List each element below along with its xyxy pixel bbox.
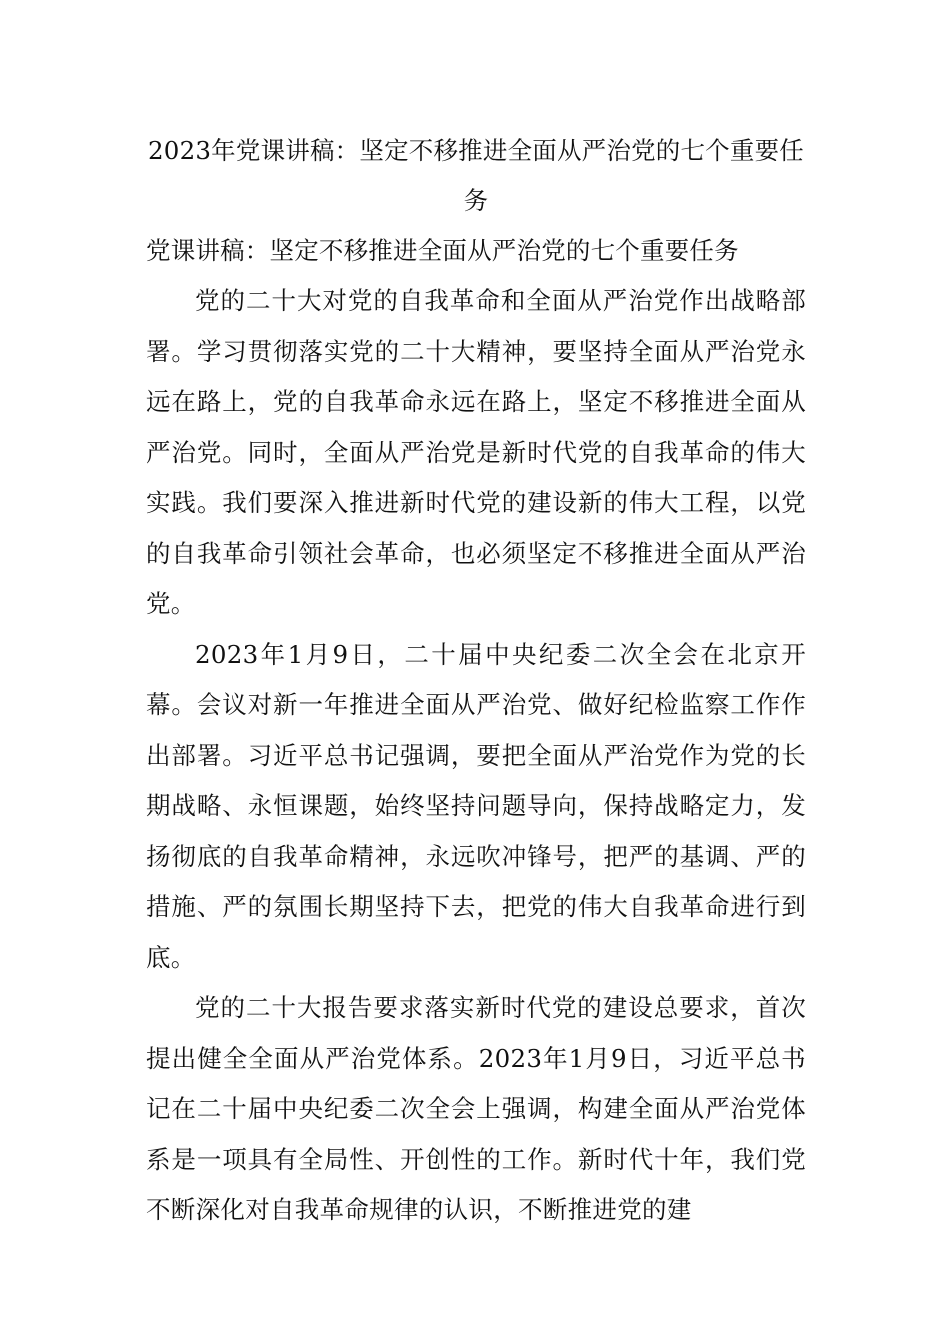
document-subtitle: 党课讲稿：坚定不移推进全面从严治党的七个重要任务 — [146, 236, 739, 265]
paragraph-3: 党的二十大报告要求落实新时代党的建设总要求，首次提出健全全面从严治党体系。2023年1月9日，习近平总书记在二十届中央纪委二次全会上强调，构建全面从严治党体系是一项具有全局性、开创性的工作。新时代十年，我们党不断深化对自我革命规律的认识，不断推进党的建 — [146, 993, 806, 1224]
paragraph-2: 2023年1月9日，二十届中央纪委二次全会在北京开幕。会议对新一年推进全面从严治党、做好纪检监察工作作出部署。习近平总书记强调，要把全面从严治党作为党的长期战略、永恒课题，始终坚持问题导向，保持战略定力，发扬彻底的自我革命精神，永远吹冲锋号，把严的基调、严的措施、严的氛围长期坚持下去，把党的伟大自我革命进行到底。 — [146, 639, 806, 972]
document-body — [146, 126, 806, 1236]
paragraph-1: 党的二十大对党的自我革命和全面从严治党作出战略部署。学习贯彻落实党的二十大精神，要坚持全面从严治党永远在路上，党的自我革命永远在路上，坚定不移推进全面从严治党。同时，全面从严治党是新时代党的自我革命的伟大实践。我们要深入推进新时代党的建设新的伟大工程，以党的自我革命引领社会革命，也必须坚定不移推进全面从严治党。 — [146, 286, 806, 618]
document-title: 2023年党课讲稿：坚定不移推进全面从严治党的七个重要任务 — [148, 136, 804, 215]
